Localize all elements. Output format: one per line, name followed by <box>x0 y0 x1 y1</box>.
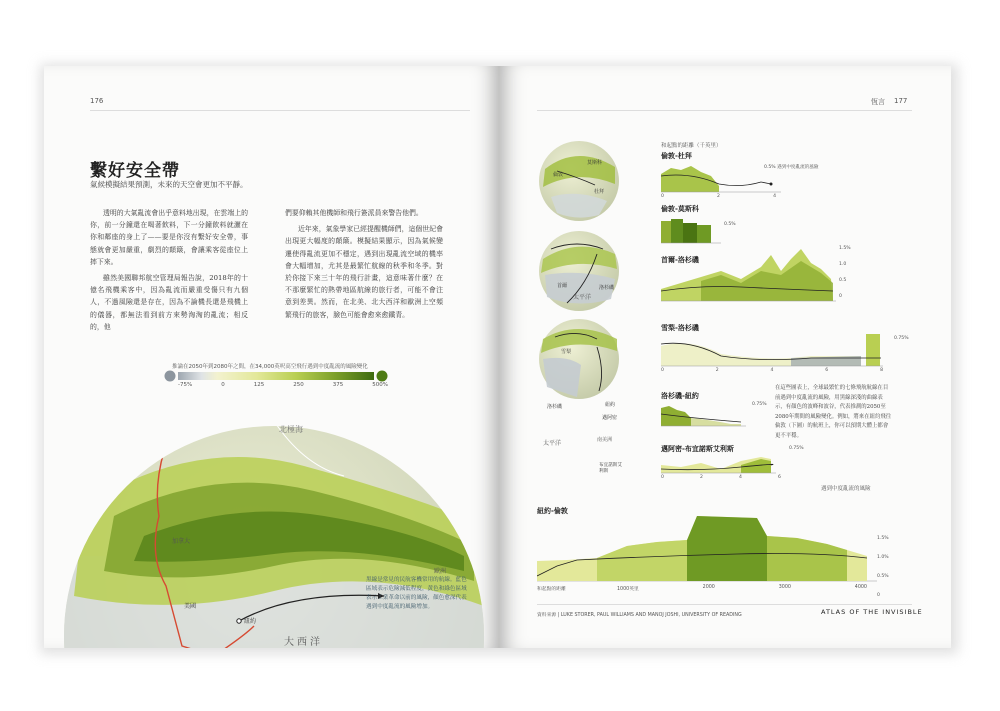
risk-bar <box>683 223 697 243</box>
chart-title-seoul-la: 首爾-洛杉磯 <box>661 256 699 264</box>
globe-europe <box>539 141 619 221</box>
globe-americas <box>539 319 619 399</box>
x-ticks <box>617 585 867 592</box>
risk-label: 0.75% <box>752 402 767 407</box>
paragraph: 近年來，氣象學家已經提醒機師們，這個世紀會出現更大幅度的顛簸。模擬結果顯示，因為氣候變遷使得亂流更加不穩定，遇到出現亂流空域的機率會大幅增加，尤其是最繁忙航線的秋季和冬季。對於你接下來三十年的飛行計畫，這意味著什麼？在不那麼繁忙的熱帶地區航線的旅行者，可能不會注意到差異。然而，在北美、北大西洋和歐洲上空頻繁飛行的旅客，臉色可能會愈來愈鐵青。 <box>285 225 443 319</box>
book-brand: ATLAS OF THE INVISIBLE <box>821 608 923 616</box>
chart-title-sydney-la: 雪梨-洛杉磯 <box>661 324 699 332</box>
x-tick: 1000英里 <box>617 587 639 592</box>
x-tick: 0 <box>661 194 664 199</box>
x-tick: 4 <box>770 368 774 373</box>
globe-note: 黑線是常見的民航客機常用的航線。藍色區域表示危險減低程度，黃色和綠色區域表示工業革命以前的風險，顏色愈深代表遇到中度亂流的風險增加。 <box>366 577 467 610</box>
london-label: 倫敦 <box>553 172 564 178</box>
y-tick: 0 <box>877 593 880 598</box>
y-tick: 1.5% <box>839 246 851 251</box>
sick-face-icon <box>377 371 388 382</box>
article-title: 繫好安全帶 <box>90 161 180 181</box>
chart-ny-london <box>537 506 917 588</box>
x-tick: 0 <box>661 475 664 480</box>
pacific-label-2: 太平洋 <box>543 440 562 447</box>
la-label-2: 洛杉磯 <box>547 404 563 410</box>
y-tick: 1.0 <box>839 262 847 267</box>
sydney-label: 雪梨 <box>561 349 572 355</box>
risk-area <box>767 536 847 581</box>
source-credit: 資料來源 | LUKE STORER, PAUL WILLIAMS AND MANOJ JOSHI, UNIVERSITY OF READING <box>537 613 742 618</box>
seoul-label: 首爾 <box>557 283 568 289</box>
x-tick: 4 <box>739 475 742 480</box>
x-tick: 3000 <box>778 585 791 590</box>
text-column-2 <box>285 207 443 325</box>
risk-label: 0.5% <box>724 222 736 227</box>
risk-bar <box>671 219 683 243</box>
left-page <box>44 66 499 648</box>
charts-explanation: 在這些圖表上，全球最繁忙的七條飛航航線在目前遇到中度亂流的風險，用黑線深淺的曲線表示，有顏色的波峰和波谷，代表推測的2050至2080年期間的風險變化。例如，將來在紐約飛往倫敦（下圖）的航班上，你可以預期大體上都會更不平穩。 <box>775 385 892 439</box>
legend-tick: 375 <box>332 382 344 388</box>
chart-title-miami-ba: 邁阿密-布宜諾斯艾利斯 <box>661 445 734 453</box>
la-label: 洛杉磯 <box>599 285 615 291</box>
x-axis-label: 和起點的距離 <box>537 587 566 592</box>
y-tick: 1.0% <box>877 555 889 560</box>
atlantic-label: 大西洋 <box>284 637 323 648</box>
left-page-number: 176 <box>90 97 104 105</box>
risk-area-mid <box>597 540 687 581</box>
newyork-marker <box>237 619 241 623</box>
chart-title-ny-london: 紐約-倫敦 <box>537 507 568 515</box>
chart-la-ny <box>661 400 751 430</box>
text-column-1 <box>90 207 248 337</box>
risk-caption: 遇到中度亂流的風險 <box>821 486 871 492</box>
article-subtitle: 氣候模擬結果預測，未來的天空會更加不平靜。 <box>90 180 248 189</box>
risk-label: 0.75% <box>789 446 804 451</box>
y-tick: 0.5 <box>839 278 847 283</box>
section-label: 恆言 <box>871 98 885 106</box>
legend-tick: 500% <box>372 382 388 388</box>
risk-bar <box>661 221 671 243</box>
x-ticks <box>661 475 781 480</box>
canada-label: 加拿大 <box>172 538 191 545</box>
y-ticks <box>877 536 889 598</box>
calm-face-icon <box>165 371 176 382</box>
distance-axis-label: 和起點的距離（千英里） <box>661 143 722 149</box>
buenosaires-label: 布宜諾斯艾利斯 <box>599 463 622 474</box>
legend-gradient <box>178 372 374 380</box>
x-tick: 0 <box>661 368 664 373</box>
risk-bar <box>866 334 880 366</box>
y-tick: 0 <box>839 294 842 299</box>
newyork-label-2: 紐約 <box>605 402 616 408</box>
chart-title-london-moscow: 倫敦-莫斯科 <box>661 205 699 213</box>
europe-label: 歐洲 <box>434 568 447 575</box>
paragraph: 透明的大氣亂流會出乎意料地出現，在雲端上的你，前一分鐘還在喝著飲料，下一分鐘飲料就灑在你和鄰座的身上了——要是你沒有繫好安全帶，事態就會更加嚴重，劇烈的顛簸，會讓乘客從座位上摔下來。 <box>90 209 248 266</box>
risk-label: 0.75% <box>894 336 909 341</box>
legend-caption: 推論在2050年到2080年之間，在34,000英呎高空飛行遇到中度亂流的風險變化 <box>172 364 368 370</box>
x-ticks <box>661 194 776 199</box>
x-tick: 8 <box>880 368 883 373</box>
chart-seoul-la <box>661 241 891 307</box>
moscow-label: 莫斯科 <box>587 160 603 166</box>
paragraph: 們要仰賴其他機師和飛行簽派員來警告他們。 <box>285 209 423 217</box>
legend-tick: 0 <box>221 382 225 388</box>
route-globes <box>537 139 621 399</box>
risk-area <box>661 166 719 192</box>
y-tick: 0.5% <box>877 574 889 579</box>
y-tick: 1.5% <box>877 536 889 541</box>
risk-area-light <box>691 418 741 426</box>
pacific-label: 太平洋 <box>573 294 592 301</box>
x-tick: 2 <box>717 194 720 199</box>
y-ticks <box>839 246 851 299</box>
footer-rule <box>537 604 912 605</box>
paragraph: 雖然美國聯邦航空管理局報告說，2018年的十億名飛機乘客中，因為亂流而嚴重受傷只有九個人，不過風險還是存在，因為不論機長還是飛機上的儀器，都無法看到前方來勢洶洶的亂流；相反的，他 <box>90 274 248 331</box>
x-tick: 6 <box>778 475 781 480</box>
header-rule <box>90 110 470 111</box>
legend-tick: 250 <box>293 382 304 388</box>
risk-area-dark <box>687 516 767 581</box>
x-tick: 2 <box>715 368 719 373</box>
legend-tick: -75% <box>178 382 193 388</box>
x-tick: 4000 <box>854 585 867 590</box>
risk-label: 0.5% 遇到中度亂流的風險 <box>764 165 819 170</box>
x-tick: 2000 <box>702 585 715 590</box>
x-tick: 4 <box>773 194 776 199</box>
miami-label: 邁阿密 <box>602 415 618 421</box>
x-tick: 2 <box>700 475 703 480</box>
header-rule <box>537 110 912 111</box>
x-ticks <box>661 368 883 373</box>
right-page <box>499 66 951 648</box>
x-tick: 6 <box>825 368 829 373</box>
north-sea-label: 北極海 <box>279 425 303 434</box>
south-america-label: 南美洲 <box>597 437 613 443</box>
legend-tick: 125 <box>253 382 265 388</box>
legend-ticks <box>178 382 388 388</box>
chart-title-london-dubai: 倫敦-杜拜 <box>661 152 692 160</box>
endpoint-marker <box>770 183 773 186</box>
newyork-label: 紐約 <box>244 618 257 625</box>
usa-label: 美國 <box>184 603 197 610</box>
dubai-label: 杜拜 <box>594 189 605 195</box>
right-page-number: 177 <box>894 97 908 105</box>
chart-title-la-ny: 洛杉磯-紐約 <box>661 392 699 400</box>
chart-miami-ba <box>661 451 801 477</box>
